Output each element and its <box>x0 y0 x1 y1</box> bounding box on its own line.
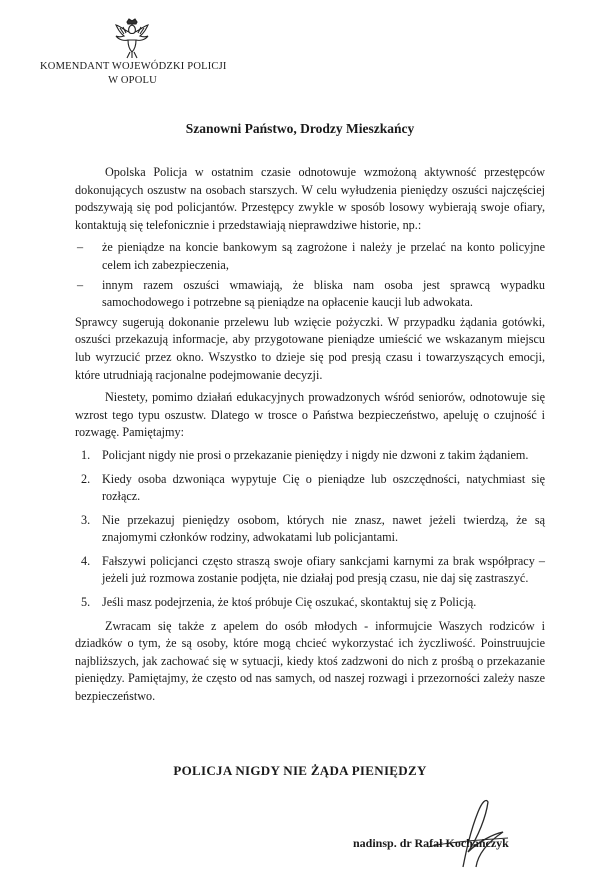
rules-list <box>75 447 545 612</box>
rule-text: Policjant nigdy nie prosi o przekazanie pieniędzy i nigdy nie dzwoni z takim żądaniem. <box>102 447 529 462</box>
salutation: Szanowni Państwo, Drodzy Mieszkańcy <box>185 121 415 136</box>
list-item <box>75 239 545 274</box>
list-item <box>75 594 545 612</box>
rule-text: Jeśli masz podejrzenia, że ktoś próbuje Cię oszukać, skontaktuj się z Policją. <box>102 595 477 610</box>
list-item <box>75 447 545 465</box>
intro-paragraph: Opolska Policja w ostatnim czasie odnotowuje wzmożoną aktywność przestępców dokonujących oszustw na osobach starszych. W celu wyłudzenia pieniędzy oszuści najczęściej podszywają się pod policjantów. Przestępcy zwykle w sposób losowy wybierają swoje ofiary, kontaktują się telefonicznie i przedstawiają nieprawdziwe historie, np.: <box>75 165 545 232</box>
signatory-name: nadinsp. dr Rafał Kochańczyk <box>353 836 509 850</box>
list-item <box>75 553 545 588</box>
paragraph-appeal: Niestety, pomimo działań edukacyjnych prowadzonych wśród seniorów, odnotowuje się wzrost tego typu oszustw. Dlatego w trosce o Państwa bezpieczeństwo, apeluję o czujność i rozwagę. Pamiętajmy: <box>75 390 545 440</box>
list-item-text: że pieniądze na koncie bankowym są zagrożone i należy je przelać na konto policyjne celem ich zabezpieczenia, <box>102 240 545 272</box>
rule-number: 2. <box>81 471 91 486</box>
list-item <box>75 471 545 506</box>
institution-city: W OPOLU <box>108 75 157 86</box>
dash-marker: – <box>77 277 84 292</box>
paragraph-youth-appeal: Zwracam się także z apelem do osób młodych - informujcie Waszych rodziców i dziadków o tym, że są osoby, które mogą chcieć wykorzystać ich życzliwość. Poinstruujcie najbliższych, jak zachować się w sytuacji, kiedy ktoś zadzwoni do nich z prośbą o przekazanie pieniędzy. Pamiętajmy, że często od nas samych, od naszej rozwagi i przezorności zależy nasze bezpieczeństwo. <box>75 618 545 704</box>
rule-text: Fałszywi policjanci często straszą swoje ofiary sankcjami karnymi za brak współpracy – jeżeli już rozmowa zostanie podjęta, nie działaj pod presją czasu, nie daj się zastraszyć. <box>102 553 545 586</box>
paragraph-methods: Sprawcy sugerują dokonanie przelewu lub wzięcie pożyczki. W przypadku żądania gotówki, oszuści przekazują informacje, aby przygotowane pieniądze umieścić we wskazanym miejscu lub wyrzucić przez okno. Wszystko to dzieje się pod presją czasu i towarzyszących emocji, które utrudniają racjonalne podejmowanie decyzji. <box>75 314 545 382</box>
institution-name: KOMENDANT WOJEWÓDZKI POLICJI <box>40 61 227 72</box>
rule-text: Kiedy osoba dzwoniąca wypytuje Cię o pieniądze lub oszczędności, natychmiast się rozłącz. <box>102 471 545 504</box>
institution-header <box>40 60 225 88</box>
list-item-text: innym razem oszuści wmawiają, że bliska nam osoba jest sprawcą wypadku samochodowego i potrzebne są pieniądze na opłacenie kaucji lub adwokata. <box>102 277 545 310</box>
rule-text: Nie przekazuj pieniędzy osobom, których nie znasz, nawet jeżeli twierdzą, że są znajomymi członków rodziny, adwokatami lub policjantami. <box>102 512 545 545</box>
rule-number: 3. <box>81 512 91 527</box>
list-item <box>75 512 545 547</box>
closing-statement: POLICJA NIGDY NIE ŻĄDA PIENIĘDZY <box>173 763 427 778</box>
list-item <box>75 277 545 312</box>
dash-marker: – <box>77 240 84 255</box>
letter-body <box>75 164 545 711</box>
rule-number: 4. <box>81 553 91 568</box>
rule-number: 5. <box>81 595 91 610</box>
examples-list <box>75 239 545 311</box>
handwritten-signature <box>408 792 528 872</box>
eagle-crest-icon <box>112 16 152 60</box>
rule-number: 1. <box>81 447 91 462</box>
